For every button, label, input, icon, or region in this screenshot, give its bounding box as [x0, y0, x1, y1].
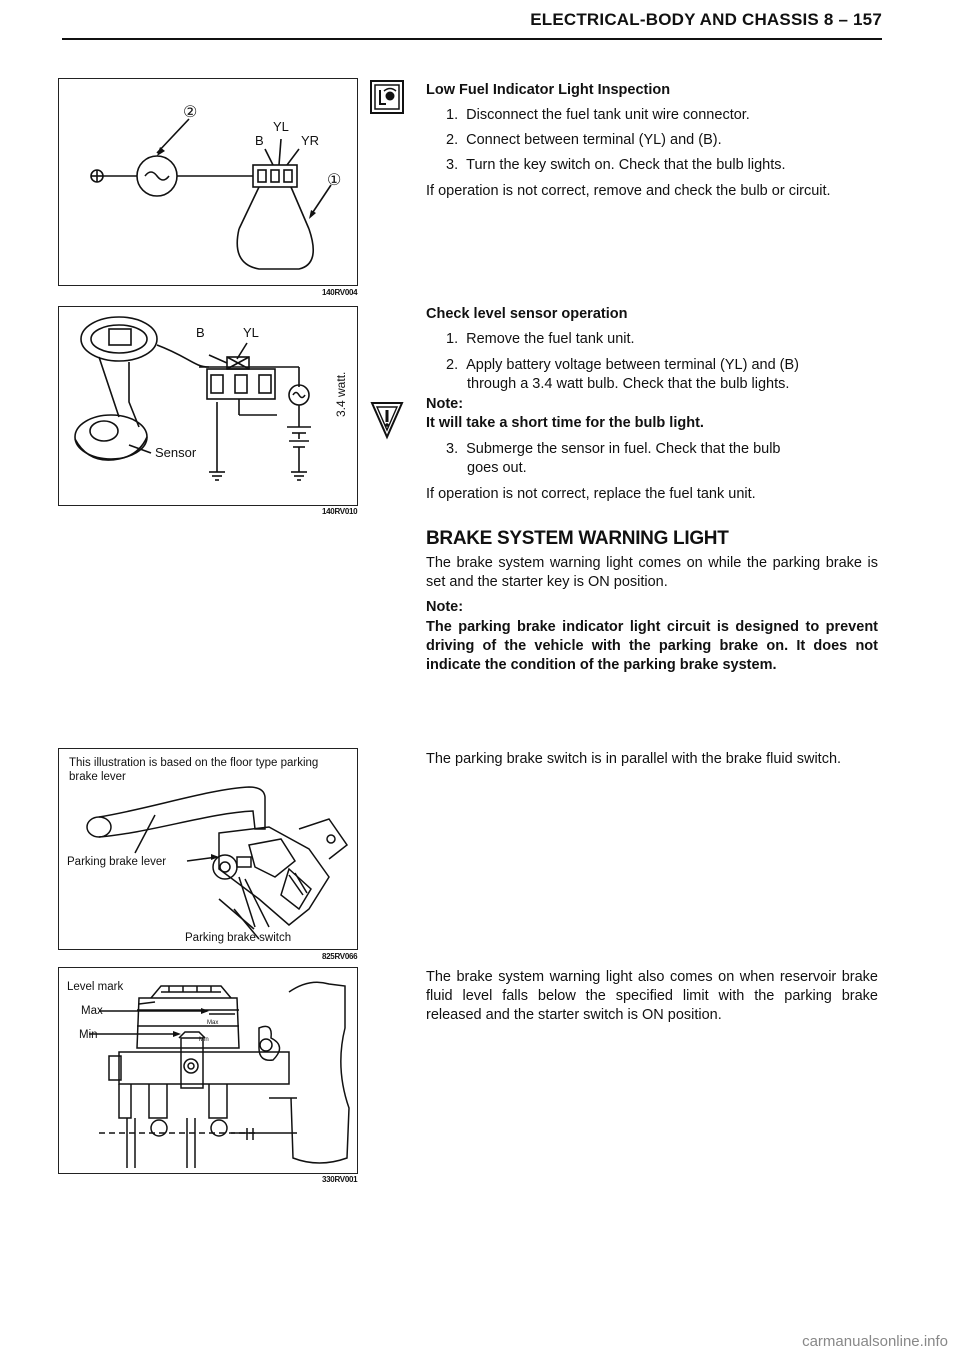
terminal-yr-label: YR [301, 133, 320, 148]
step-text-line-1: Submerge the sensor in fuel. Check that the bulb [466, 441, 781, 457]
parking-brake-diagram [59, 749, 357, 949]
master-cylinder-diagram [59, 968, 357, 1173]
max-embossed-label: Max [207, 1020, 219, 1026]
step-text: Turn the key switch on. Check that the bulb lights. [466, 157, 786, 173]
step-text: Disconnect the fuel tank unit wire connector. [466, 107, 750, 123]
step-text-line-2: through a 3.4 watt bulb. Check that the bulb lights. [467, 376, 790, 392]
terminal-b-label: B [255, 133, 264, 148]
inspection-title: Low Fuel Indicator Light Inspection [426, 82, 671, 98]
inspection-result: If operation is not correct, remove and check the bulb or circuit. [426, 183, 831, 199]
step-number: 2. [446, 357, 459, 373]
figure-master-cylinder [58, 967, 358, 1174]
callout-1: ① [327, 172, 342, 189]
step-text-line-2: goes out. [467, 460, 527, 476]
level-sensor-title: Check level sensor operation [426, 306, 628, 322]
level-sensor-test-diagram [59, 307, 357, 505]
step-text-line-1: Apply battery voltage between terminal (YL) and (B) [466, 357, 799, 373]
terminal-b-label: B [196, 325, 205, 340]
caution-triangle-icon [370, 400, 404, 440]
inspection-step-3 [446, 157, 786, 173]
note-label: Note: [426, 396, 464, 412]
min-embossed-label: Min [199, 1037, 209, 1043]
switch-label: Parking brake switch [185, 932, 292, 944]
sensor-label: Sensor [155, 445, 197, 460]
figure-fuel-gauge-circuit [58, 78, 358, 286]
step-number: 3. [446, 441, 459, 457]
brake-fluid-text: The brake system warning light also comes on when reservoir brake fluid level falls below the specified limit with the parking brake released and the starter switch is ON position. [426, 969, 878, 1023]
figure-code: 140RV010 [322, 507, 358, 516]
step-text: Remove the fuel tank unit. [466, 331, 635, 347]
level-sensor-result: If operation is not correct, replace the fuel tank unit. [426, 486, 756, 502]
figure-level-sensor-test [58, 306, 358, 506]
figure-code: 140RV004 [322, 288, 358, 297]
figure-caption: This illustration is based on the floor type parking brake lever [69, 757, 319, 783]
header-rule [62, 38, 882, 40]
bulb-rating-label: 3.4 watt. [334, 371, 348, 417]
terminal-yl-label: YL [273, 119, 289, 134]
level-step-2 [446, 356, 878, 394]
brake-section-title: BRAKE SYSTEM WARNING LIGHT [426, 528, 729, 549]
figure-parking-brake [58, 748, 358, 950]
step-text: Connect between terminal (YL) and (B). [466, 132, 722, 148]
level-step-1 [446, 331, 635, 347]
step-number: 3. [446, 157, 459, 173]
figure-code: 825RV066 [322, 952, 358, 961]
page-title: ELECTRICAL-BODY AND CHASSIS 8 – 157 [530, 10, 882, 29]
step-number: 1. [446, 331, 459, 347]
max-label: Max [81, 1005, 103, 1017]
watermark: carmanualsonline.info [802, 1333, 948, 1350]
level-mark-label: Level mark [67, 981, 124, 993]
inspection-step-2 [446, 132, 722, 148]
level-step-3 [446, 440, 878, 478]
min-label: Min [79, 1029, 98, 1041]
step-number: 1. [446, 107, 459, 123]
brake-parallel-text: The parking brake switch is in parallel with the brake fluid switch. [426, 751, 842, 767]
brake-intro: The brake system warning light comes on while the parking brake is set and the starter key is ON position. [426, 555, 878, 590]
inspection-step-1 [446, 107, 750, 123]
brake-note-text: The parking brake indicator light circuit is designed to prevent driving of the vehicle with the parking brake on. It does not indicate the condition of the parking brake system. [426, 619, 878, 673]
figure-code: 330RV001 [322, 1175, 358, 1184]
callout-2: ② [183, 104, 198, 121]
step-number: 2. [446, 132, 459, 148]
fuel-gauge-circuit-diagram [59, 79, 357, 285]
brake-note-label: Note: [426, 599, 464, 615]
inspect-icon [370, 80, 404, 114]
terminal-yl-label: YL [243, 325, 259, 340]
note-text: It will take a short time for the bulb light. [426, 415, 704, 431]
lever-label: Parking brake lever [67, 856, 167, 868]
